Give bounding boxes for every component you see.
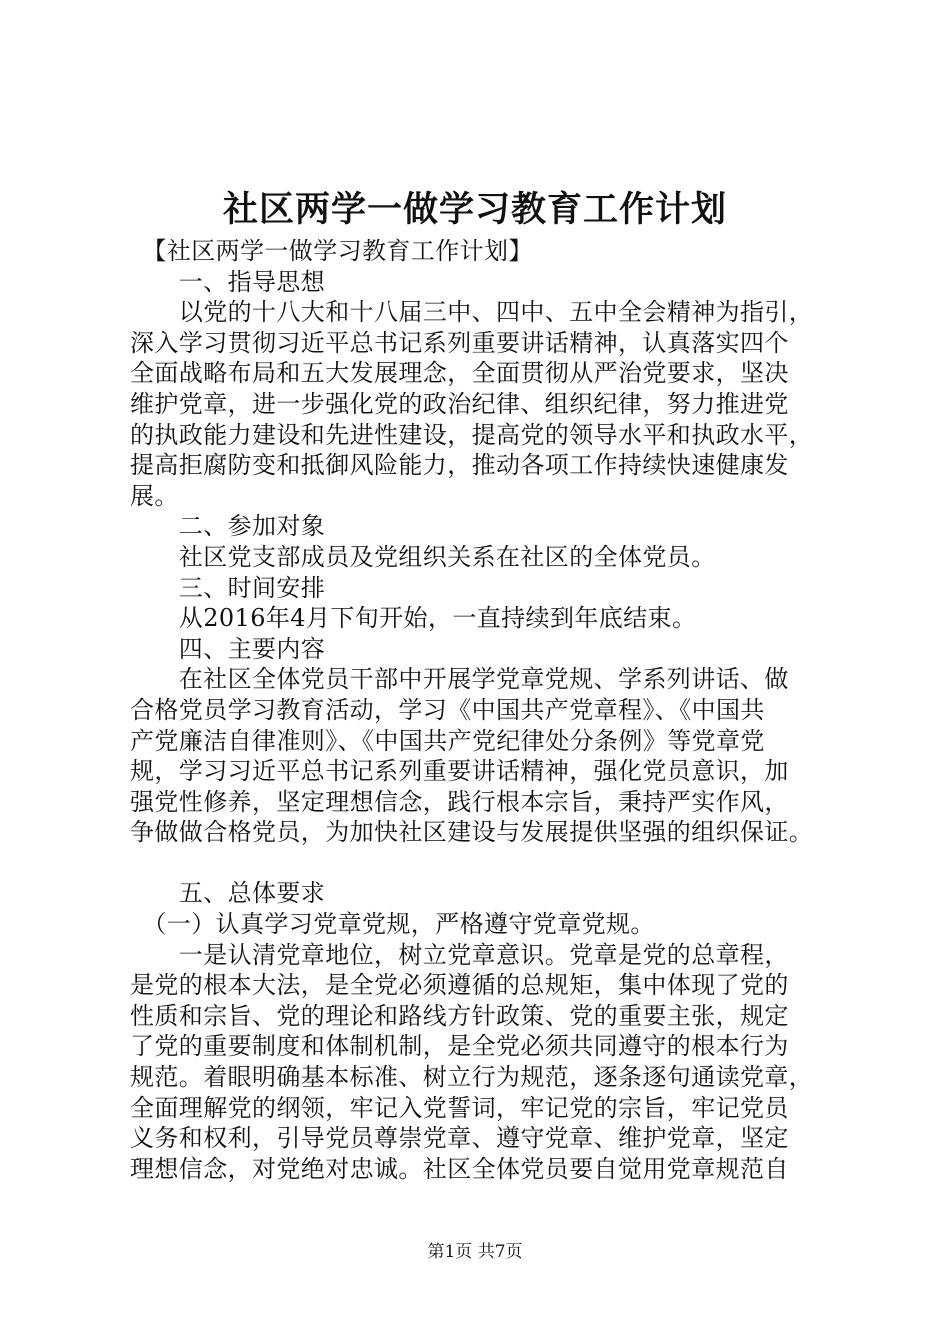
body-line: 一是认清党章地位，树立党章意识。党章是党的总章程， <box>130 940 789 969</box>
blank-line <box>130 848 842 879</box>
body-line: 理想信念，对党绝对忠诚。社区全体党员要自觉用党章规范自 <box>130 1154 789 1183</box>
section-heading-guiding-ideology: 一、指导思想 <box>130 267 326 296</box>
section-heading-participants: 二、参加对象 <box>130 512 326 541</box>
body-line: 从2016年4月下旬开始，一直持续到年底结束。 <box>130 604 697 633</box>
subsection-heading: （一）认真学习党章党规，严格遵守党章党规。 <box>130 910 655 939</box>
body-line: 义务和权利，引导党员尊崇党章、遵守党章、维护党章，坚定 <box>130 1124 789 1153</box>
body-line: 以党的十八大和十八届三中、四中、五中全会精神为指引， <box>130 298 814 327</box>
body-line: 规，学习习近平总书记系列重要讲话精神，强化党员意识，加 <box>130 757 789 786</box>
body-line: 全面理解党的纲领，牢记入党誓词，牢记党的宗旨，牢记党员 <box>130 1093 789 1122</box>
document-body <box>130 236 842 1184</box>
body-line: 性质和宗旨、党的理论和路线方针政策、党的重要主张，规定 <box>130 1001 789 1030</box>
section-heading-main-content: 四、主要内容 <box>130 634 326 663</box>
section-heading-overall-requirements: 五、总体要求 <box>130 879 326 908</box>
body-line: 了党的重要制度和体制机制，是全党必须共同遵守的根本行为 <box>130 1032 789 1061</box>
body-line: 的执政能力建设和先进性建设，提高党的领导水平和执政水平， <box>130 420 814 449</box>
section-heading-schedule: 三、时间安排 <box>130 573 326 602</box>
body-line: 提高拒腐防变和抵御风险能力，推动各项工作持续快速健康发 <box>130 451 789 480</box>
body-line: 规范。着眼明确基本标准、树立行为规范，逐条逐句通读党章， <box>130 1063 814 1092</box>
body-line: 强党性修养，坚定理想信念，践行根本宗旨，秉持严实作风， <box>130 787 789 816</box>
body-line: 争做做合格党员，为加快社区建设与发展提供坚强的组织保证。 <box>130 818 814 847</box>
body-line: 维护党章，进一步强化党的政治纪律、组织纪律，努力推进党 <box>130 389 789 418</box>
body-line: 是党的根本大法，是全党必须遵循的总规矩，集中体现了党的 <box>130 971 789 1000</box>
body-line: 合格党员学习教育活动，学习《中国共产党章程》、《中国共 <box>130 695 765 724</box>
body-line: 深入学习贯彻习近平总书记系列重要讲话精神，认真落实四个 <box>130 328 789 357</box>
page-footer: 第1页 共7页 <box>427 1242 523 1262</box>
body-line: 社区党支部成员及党组织关系在社区的全体党员。 <box>130 542 716 571</box>
body-line: 全面战略布局和五大发展理念，全面贯彻从严治党要求，坚决 <box>130 359 789 388</box>
document-title: 社区两学一做学习教育工作计划 <box>222 189 727 230</box>
body-line: 展。 <box>130 481 179 510</box>
body-line: 在社区全体党员干部中开展学党章党规、学系列讲话、做 <box>130 665 789 694</box>
body-line: 产党廉洁自律准则》、《中国共产党纪律处分条例》等党章党 <box>130 726 765 755</box>
body-line: 【社区两学一做学习教育工作计划】 <box>130 237 533 265</box>
